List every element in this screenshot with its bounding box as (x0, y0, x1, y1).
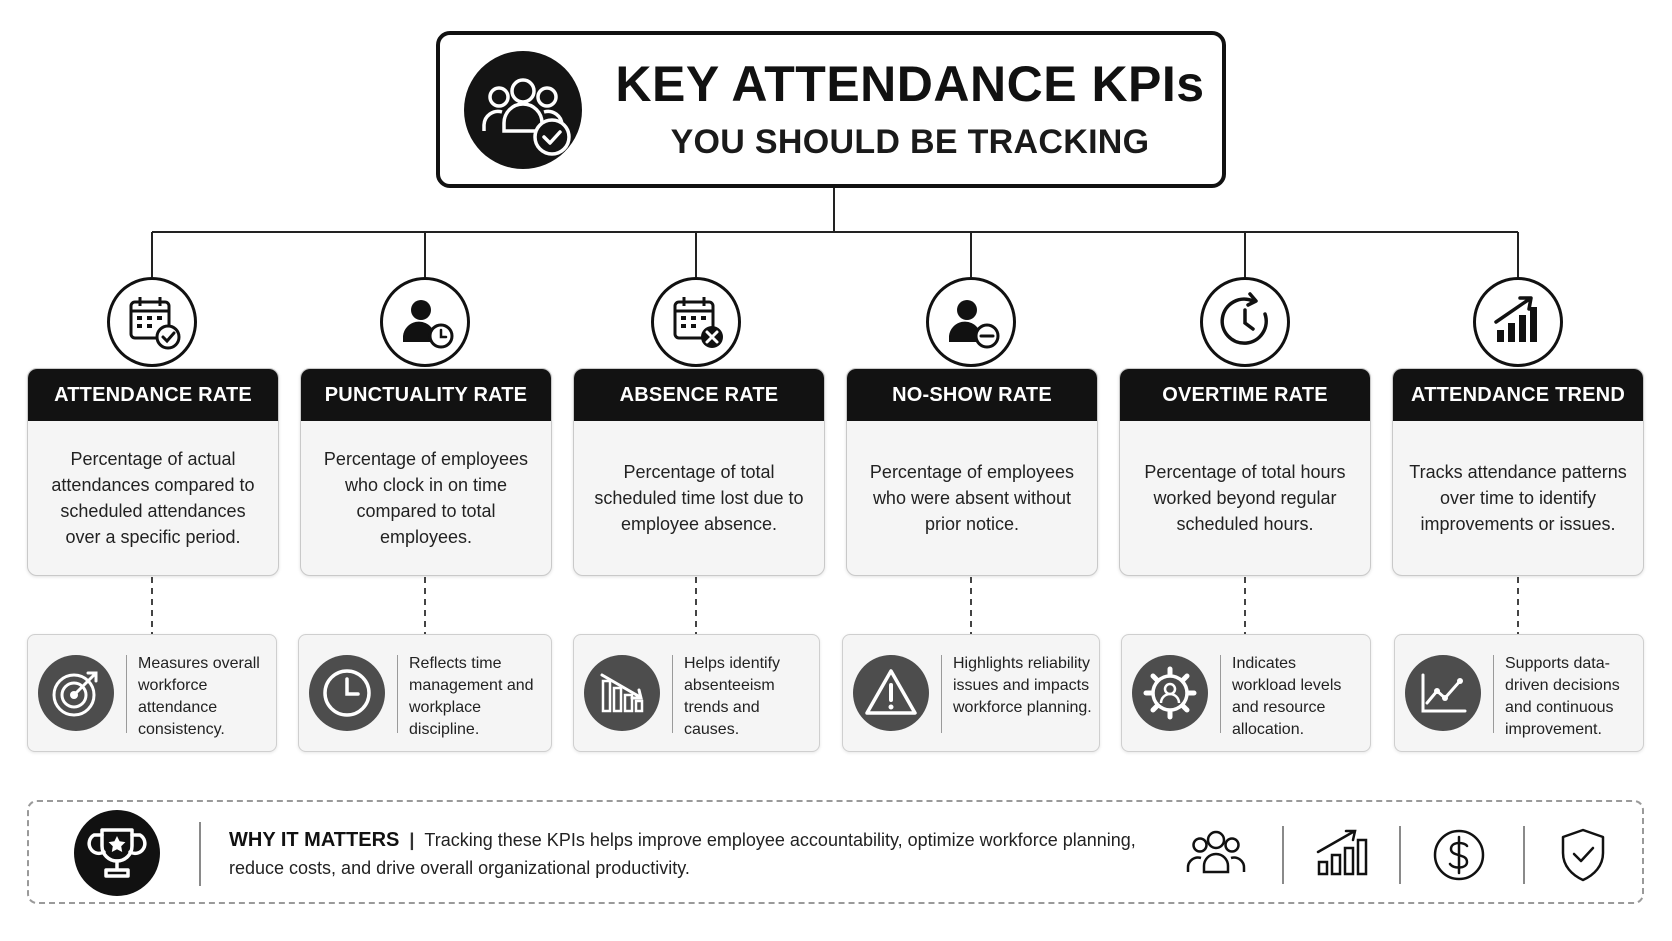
clock-icon (309, 655, 385, 731)
trophy-icon (74, 810, 160, 896)
kpi-card-punctuality-rate (300, 368, 552, 576)
gear-user-icon (1132, 655, 1208, 731)
impact-card-absence-rate (573, 634, 820, 752)
impact-text: Indicates workload levels and resource allocation. (1232, 655, 1342, 738)
user-minus-icon (926, 277, 1016, 367)
why-it-matters-banner (27, 800, 1644, 904)
impact-text: Reflects time management and workplace discipline. (409, 655, 534, 738)
bar-growth-icon (1311, 824, 1375, 886)
impact-card-no-show-rate (842, 634, 1100, 752)
kpi-title: ATTENDANCE TREND (1393, 369, 1643, 421)
divider (1399, 826, 1401, 884)
line-chart-icon (1405, 655, 1481, 731)
kpi-description: Percentage of total scheduled time lost due to employee absence. (594, 462, 804, 534)
dollar-icon (1427, 824, 1491, 886)
growth-chart-icon (1473, 277, 1563, 367)
why-it-matters-text (229, 826, 1159, 882)
calendar-check-icon (107, 277, 197, 367)
footer-title: WHY IT MATTERS (229, 829, 400, 851)
divider (941, 655, 942, 733)
page-title: KEY ATTENDANCE KPIs (615, 56, 1205, 112)
kpi-card-attendance-rate (27, 368, 279, 576)
impact-text: Highlights reliability issues and impacts workforce planning. (953, 655, 1092, 716)
kpi-title: OVERTIME RATE (1120, 369, 1370, 421)
footer-separator: | (409, 830, 415, 850)
declining-chart-icon (584, 655, 660, 731)
header-box (436, 31, 1226, 188)
kpi-description: Percentage of total hours worked beyond regular scheduled hours. (1144, 462, 1346, 534)
divider (126, 655, 127, 733)
impact-text: Helps identify absenteeism trends and causes. (684, 655, 781, 738)
kpi-title: ATTENDANCE RATE (28, 369, 278, 421)
divider (672, 655, 673, 733)
impact-card-attendance-rate (27, 634, 277, 752)
warning-icon (853, 655, 929, 731)
impact-text: Supports data-driven decisions and continuous improvement. (1505, 655, 1620, 738)
kpi-card-no-show-rate (846, 368, 1098, 576)
clock-arrow-icon (1200, 277, 1290, 367)
kpi-card-overtime-rate (1119, 368, 1371, 576)
kpi-title: NO-SHOW RATE (847, 369, 1097, 421)
user-clock-icon (380, 277, 470, 367)
kpi-description: Tracks attendance patterns over time to identify improvements or issues. (1409, 462, 1627, 534)
calendar-x-icon (651, 277, 741, 367)
impact-card-attendance-trend (1394, 634, 1644, 752)
footer-body: Tracking these KPIs helps improve employee accountability, optimize workforce planning, reduce costs, and drive overall organizational productivity. (229, 830, 1136, 878)
divider (199, 822, 201, 886)
kpi-card-attendance-trend (1392, 368, 1644, 576)
kpi-description: Percentage of employees who clock in on time compared to total employees. (323, 449, 529, 547)
team-icon (1184, 824, 1248, 886)
kpi-card-absence-rate (573, 368, 825, 576)
shield-check-icon (1551, 824, 1615, 886)
kpi-title: ABSENCE RATE (574, 369, 824, 421)
kpi-title: PUNCTUALITY RATE (301, 369, 551, 421)
divider (1493, 655, 1494, 733)
kpi-description: Percentage of actual attendances compared to scheduled attendances over a specific period. (51, 449, 255, 547)
kpi-description: Percentage of employees who were absent without prior notice. (869, 462, 1075, 534)
impact-card-overtime-rate (1121, 634, 1371, 752)
divider (1282, 826, 1284, 884)
divider (1220, 655, 1221, 733)
impact-text: Measures overall workforce attendance consistency. (138, 655, 260, 738)
page-subtitle: YOU SHOULD BE TRACKING (670, 123, 1150, 161)
divider (1523, 826, 1525, 884)
team-check-icon (464, 51, 582, 169)
impact-card-punctuality-rate (298, 634, 552, 752)
target-icon (38, 655, 114, 731)
divider (397, 655, 398, 733)
